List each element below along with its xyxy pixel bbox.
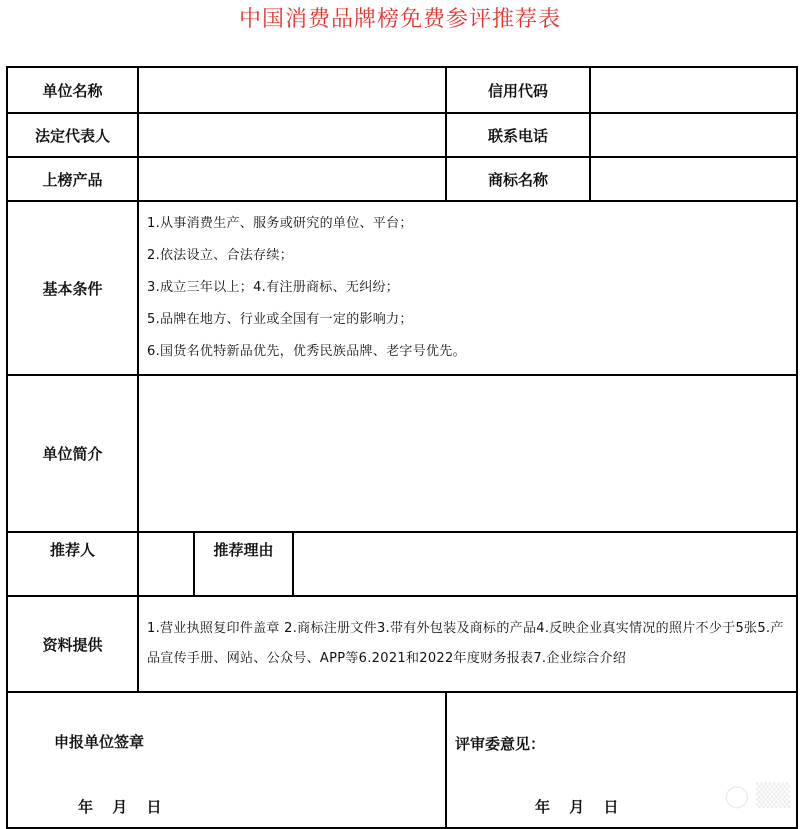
credit-code-label: 信用代码 [446,67,590,113]
condition-item: 1.从事消费生产、服务或研究的单位、平台； [147,216,413,231]
applicant-signature-label: 申报单位签章 [54,733,145,751]
product-field[interactable] [138,157,446,201]
legal-rep-label: 法定代表人 [7,113,138,157]
row-materials [7,596,797,692]
row-intro [7,375,797,532]
reason-label: 推荐理由 [194,532,293,596]
recommender-field[interactable] [138,532,194,596]
row-recommender [7,532,797,596]
row-product [7,157,797,201]
page-title: 中国消费品牌榜免费参评推荐表 [238,7,561,32]
row-basic-conditions [7,201,797,375]
basic-conditions-label: 基本条件 [7,201,138,375]
application-form-table [6,66,798,829]
intro-label: 单位简介 [7,375,138,532]
watermark-logo-icon: ◯ ▒▒ [724,784,790,809]
materials-label: 资料提供 [7,596,138,692]
reason-field[interactable] [293,532,797,596]
row-legal-rep [7,113,797,157]
condition-item: 3.成立三年以上；4.有注册商标、无纠纷； [147,280,400,295]
committee-date: 年 月 日 [535,798,619,816]
committee-opinion-label: 评审委意见： [455,735,546,753]
condition-item: 5.品牌在地方、行业或全国有一定的影响力； [147,312,413,327]
condition-item: 6.国货名优特新品优先，优秀民族品牌、老字号优先。 [147,344,466,359]
trademark-field[interactable] [590,157,797,201]
applicant-date: 年 月 日 [78,798,162,816]
phone-label: 联系电话 [446,113,590,157]
row-signature [7,692,797,828]
org-name-label: 单位名称 [7,67,138,113]
basic-conditions-list [138,201,797,375]
legal-rep-field[interactable] [138,113,446,157]
intro-field[interactable] [138,375,797,532]
recommender-label: 推荐人 [7,532,138,596]
trademark-label: 商标名称 [446,157,590,201]
applicant-signature-cell[interactable] [7,692,446,828]
org-name-field[interactable] [138,67,446,113]
row-org-name [7,67,797,113]
credit-code-field[interactable] [590,67,797,113]
product-label: 上榜产品 [7,157,138,201]
materials-text: 1.营业执照复印件盖章 2.商标注册文件3.带有外包装及商标的产品4.反映企业真实情况的照片不少于5张5.产品宣传手册、网站、公众号、APP等6.2021和2022年度财务报表7.企业综合介绍 [138,596,797,692]
condition-item: 2.依法设立、合法存续； [147,248,294,263]
phone-field[interactable] [590,113,797,157]
